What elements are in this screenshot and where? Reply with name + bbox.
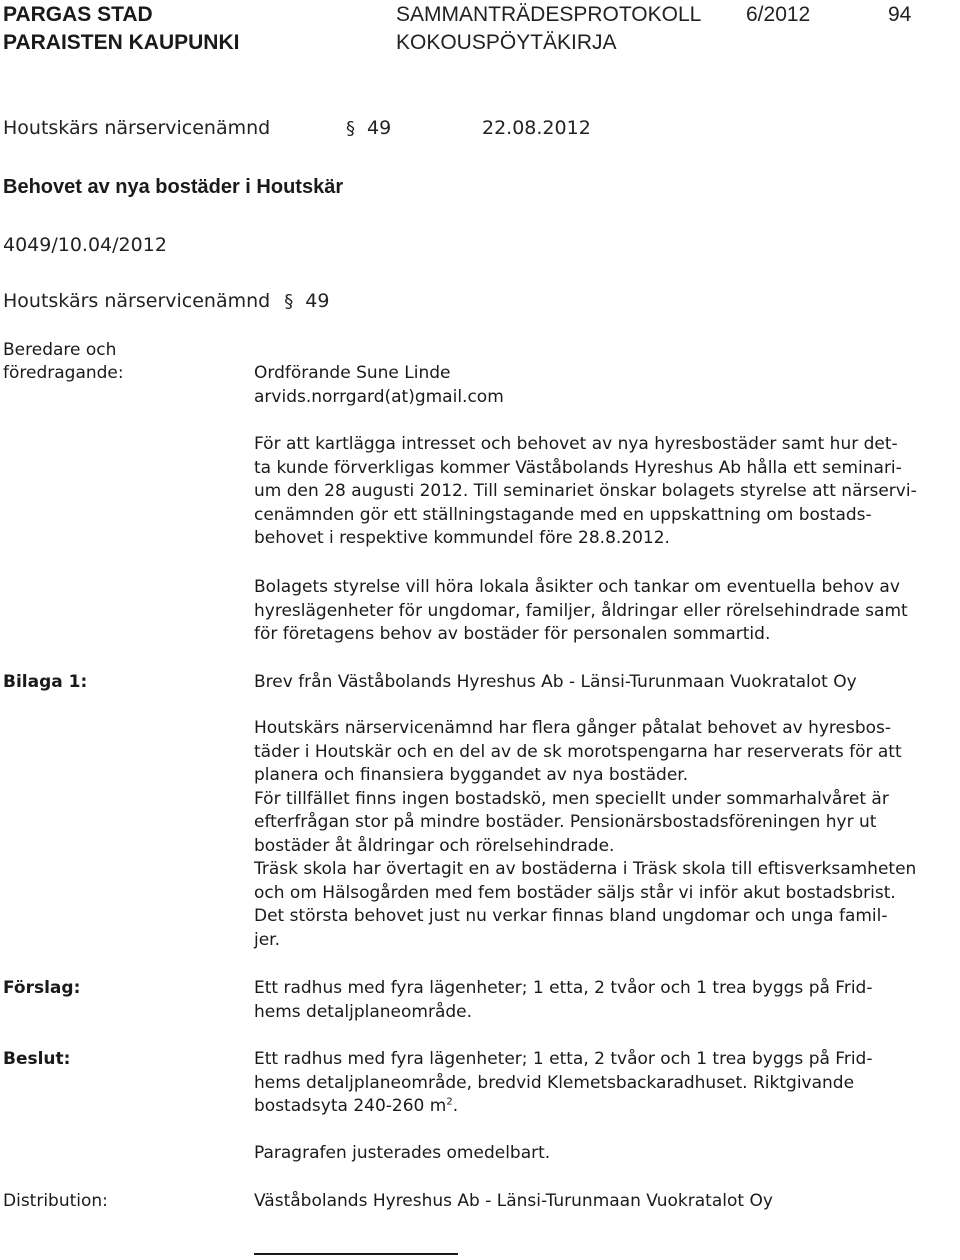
distribution-text <box>254 1190 960 1214</box>
proposal-line: Ett radhus med fyra lägenheter; 1 etta, 2 tvåor och 1 trea byggs på Frid- <box>254 978 873 998</box>
paragraph-line: och om Hälsogården med fem bostäder säljs står vi inför akut bostadsbrist. <box>254 882 896 903</box>
paragraph-line: Det största behovet just nu verkar finnas bland ungdomar och unga famil- <box>254 906 888 926</box>
decision-text <box>254 1048 960 1119</box>
paragraph-line: för företagens behov av bostäder för personalen sommartid. <box>254 624 771 644</box>
doc-type-sv: SAMMANTRÄDESPROTOKOLL <box>396 3 702 26</box>
attachment-title: Brev från Väståbolands Hyreshus Ab - Länsi-Turunmaan Vuokratalot Oy <box>254 672 857 692</box>
approval-line: Paragrafen justerades omedelbart. <box>254 1143 551 1163</box>
section-symbol: § <box>346 118 355 139</box>
page-number: 94 <box>888 3 912 26</box>
paragraph-line: Houtskärs närservicenämnd har flera gånger påtalat behovet av hyresbos- <box>254 718 892 738</box>
diary-number: 4049/10.04/2012 <box>3 234 167 256</box>
paragraph-line: planera och finansiera byggandet av nya bostäder. <box>254 765 689 785</box>
meeting-section <box>346 116 391 141</box>
org-name-sv: PARGAS STAD <box>3 3 153 26</box>
proposal-text <box>254 977 960 1024</box>
proposal-line: hems detaljplaneområde. <box>254 1001 473 1022</box>
paragraph-line: täder i Houtskär och en del av de sk morotspengarna har reserverats för att <box>254 741 902 762</box>
decision-label: Beslut: <box>3 1049 71 1069</box>
meeting-body: Houtskärs närservicenämnd <box>3 117 271 139</box>
paragraph-line: jer. <box>254 929 281 950</box>
decision-line: Ett radhus med fyra lägenheter; 1 etta, 2 tvåor och 1 trea byggs på Frid- <box>254 1049 873 1069</box>
paragraph-line: Bolagets styrelse vill höra lokala åsikter och tankar om eventuella behov av <box>254 577 900 597</box>
paragraph-line: hyreslägenheter för ungdomar, familjer, åldringar eller rörelsehindrade samt <box>254 600 908 621</box>
paragraph-line: ta kunde förverkligas kommer Väståbolands Hyreshus Ab hålla ett seminari- <box>254 457 902 478</box>
area-unit-exponent: 2 <box>446 1096 453 1108</box>
attachment-text <box>254 671 960 695</box>
reference-section-number: 49 <box>305 290 330 312</box>
paragraph-assessment <box>254 717 960 952</box>
org-name-fi: PARAISTEN KAUPUNKI <box>3 31 240 54</box>
proposal-label: Förslag: <box>3 978 81 998</box>
distribution-recipient: Väståbolands Hyreshus Ab - Länsi-Turunmaan Vuokratalot Oy <box>254 1191 773 1211</box>
preparer-label-line1: Beredare och <box>3 340 117 360</box>
paragraph-line: um den 28 augusti 2012. Till seminariet önskar bolagets styrelse att närservi- <box>254 481 917 501</box>
page-title: Behovet av nya bostäder i Houtskär <box>3 176 344 198</box>
paragraph-line: cenämnden gör ett ställningstagande med en uppskattning om bostads- <box>254 504 872 525</box>
paragraph-background <box>254 433 960 551</box>
paragraph-line: bostäder åt åldringar och rörelsehindrade. <box>254 835 615 856</box>
approval-text <box>254 1142 960 1166</box>
preparer-email: arvids.norrgard(at)gmail.com <box>254 386 504 407</box>
paragraph-line: För tillfället finns ingen bostadskö, men speciellt under sommarhalvåret är <box>254 788 889 809</box>
paragraph-line: För att kartlägga intresset och behovet av nya hyresbostäder samt hur det- <box>254 434 898 454</box>
area-text: bostadsyta 240-260 m <box>254 1096 447 1116</box>
meeting-date: 22.08.2012 <box>482 117 591 139</box>
decision-line-area <box>254 1095 960 1119</box>
section-number: 49 <box>367 117 392 139</box>
preparer-details <box>254 362 960 409</box>
reference-section-symbol: § <box>284 291 294 312</box>
distribution-label: Distribution: <box>3 1191 108 1211</box>
reference-line <box>3 289 329 314</box>
preparer-label-line2: föredragande: <box>3 363 124 383</box>
doc-type-fi: KOKOUSPÖYTÄKIRJA <box>396 31 617 54</box>
paragraph-line: efterfrågan stor på mindre bostäder. Pensionärsbostadsföreningen hyr ut <box>254 812 877 832</box>
signature-divider <box>254 1253 458 1255</box>
paragraph-line: Träsk skola har övertagit en av bostäderna i Träsk skola till eftisverksamheten <box>254 859 917 879</box>
attachment-label: Bilaga 1: <box>3 672 88 692</box>
protocol-number: 6/2012 <box>746 3 811 26</box>
paragraph-line: behovet i respektive kommundel före 28.8.2012. <box>254 528 670 548</box>
preparer-name: Ordförande Sune Linde <box>254 363 451 383</box>
reference-body: Houtskärs närservicenämnd <box>3 290 271 312</box>
decision-line: hems detaljplaneområde, bredvid Klemetsbackaradhuset. Riktgivande <box>254 1072 855 1093</box>
area-period: . <box>452 1096 459 1116</box>
paragraph-board-request <box>254 576 960 647</box>
